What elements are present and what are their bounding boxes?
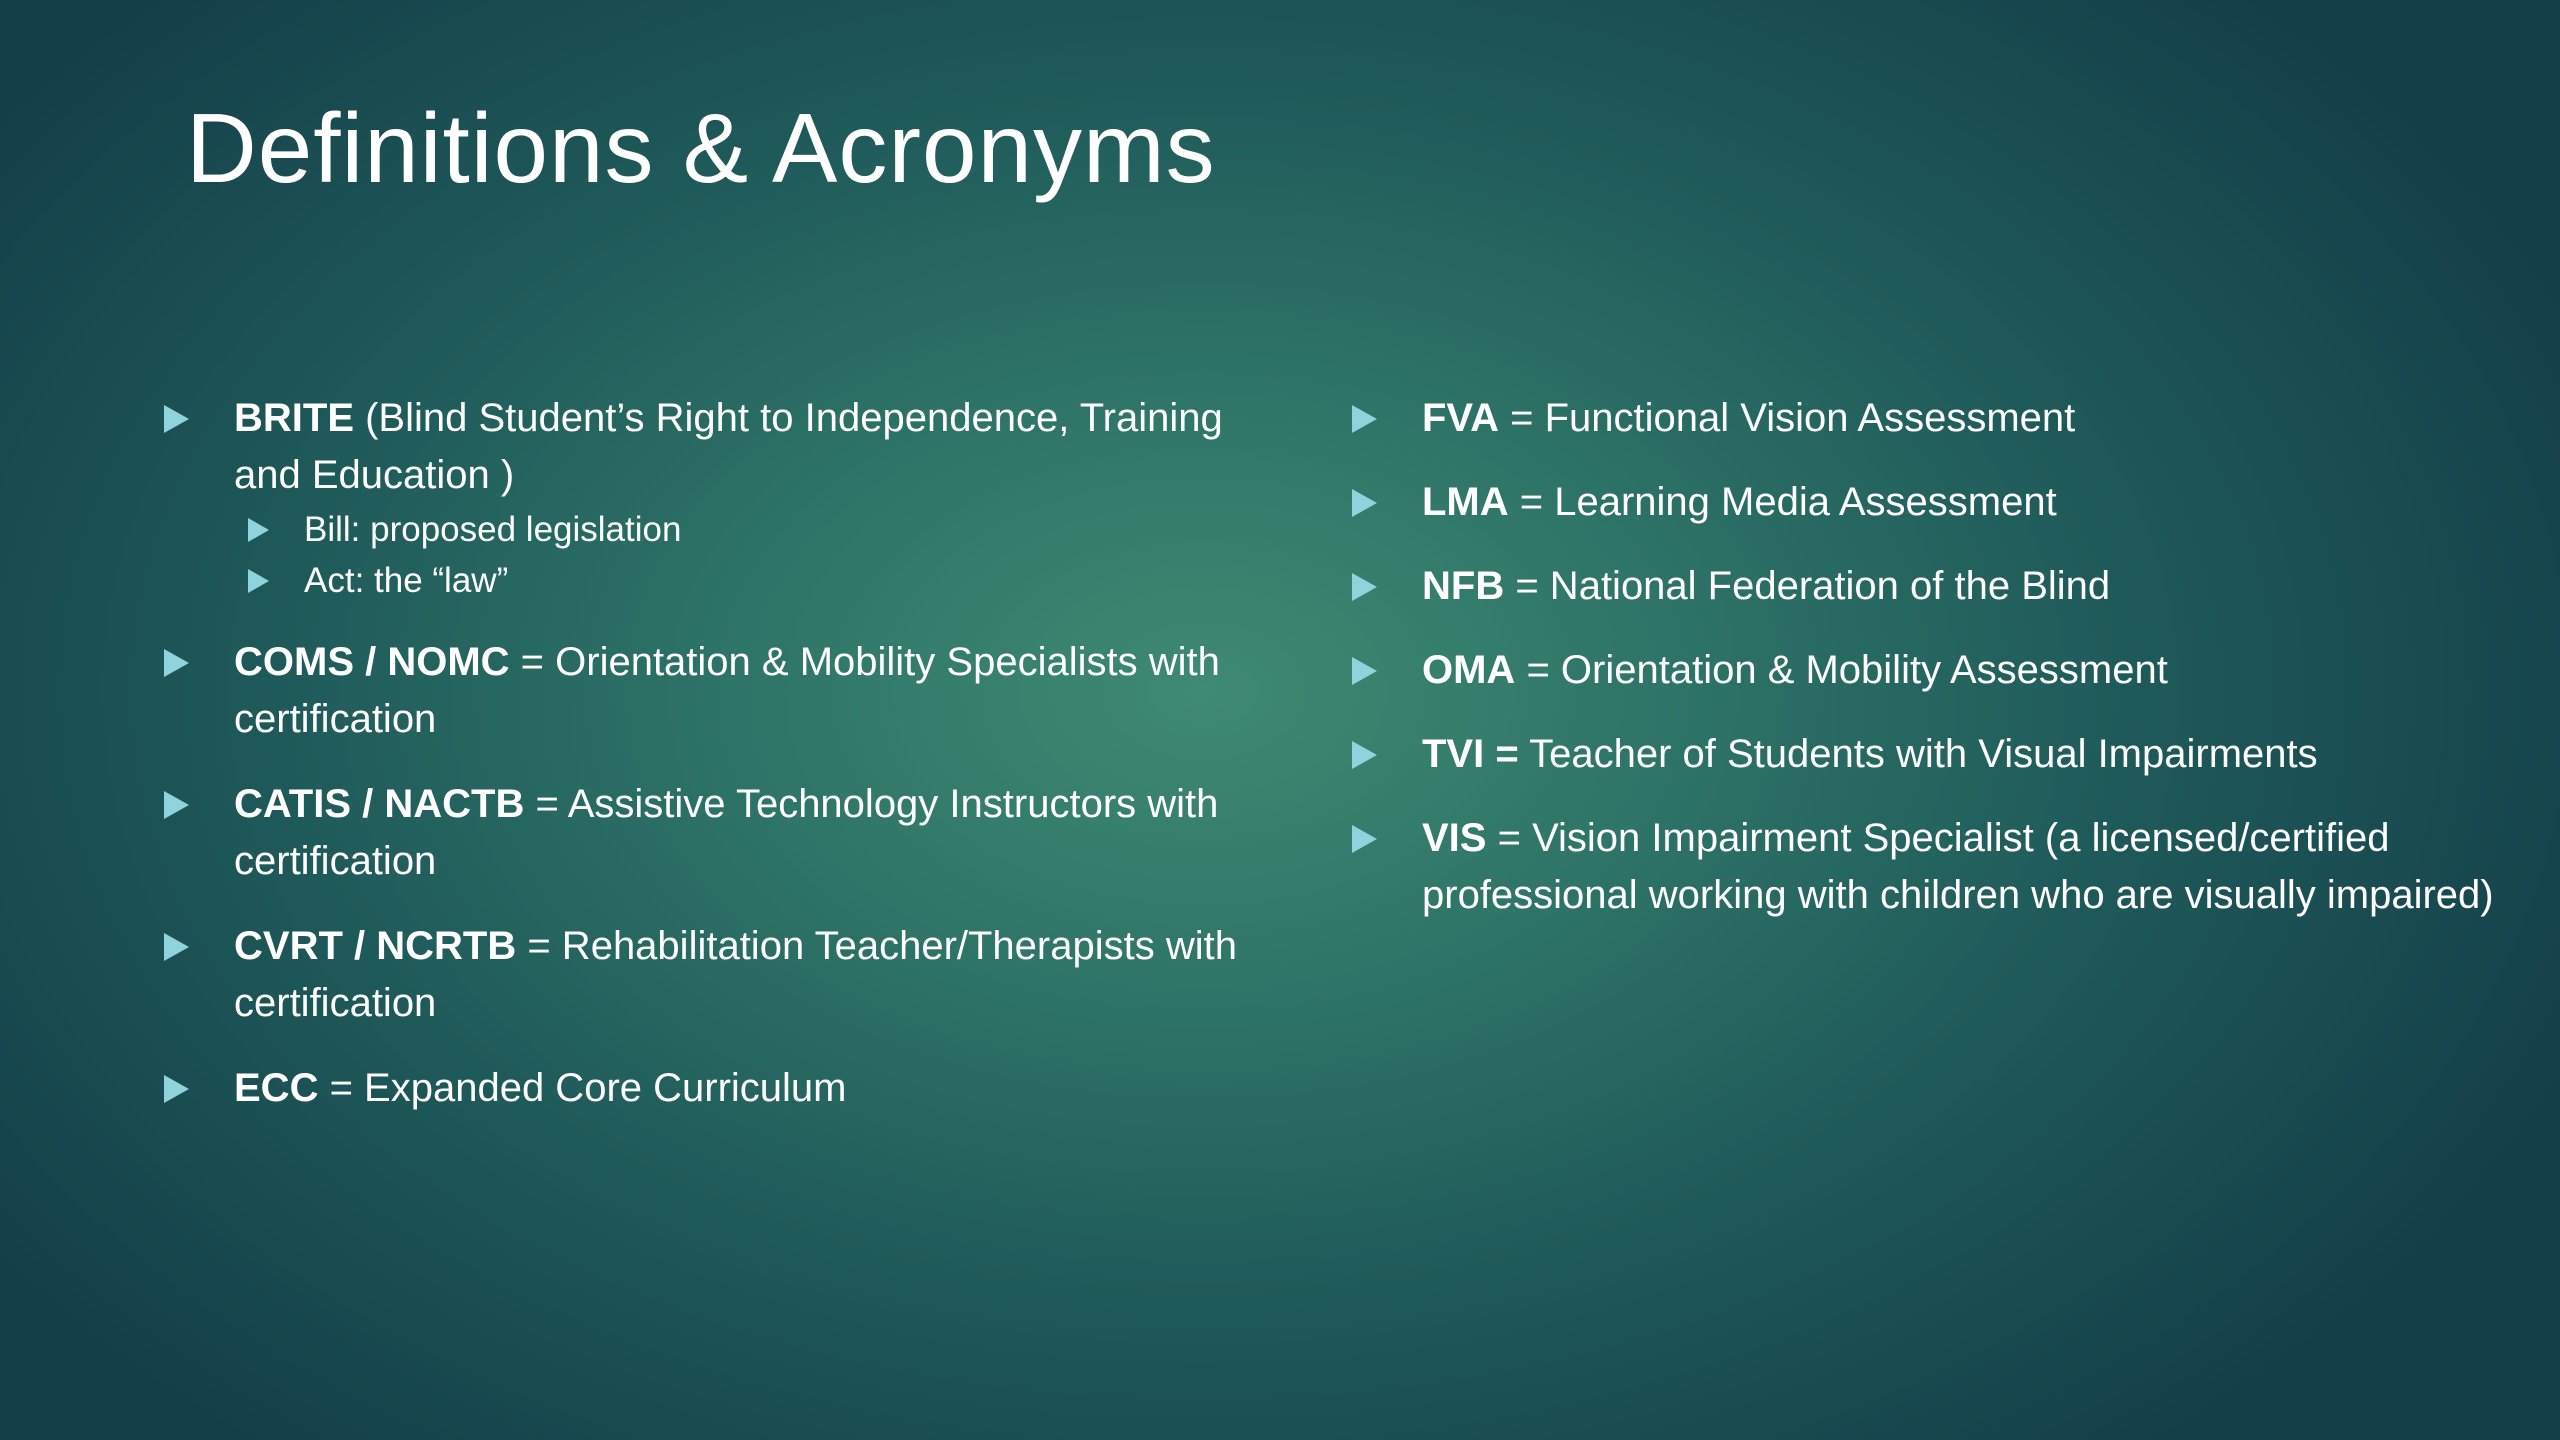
- acronym-term: TVI =: [1422, 732, 1519, 776]
- sub-item-text: Bill: proposed legislation: [304, 510, 682, 549]
- triangle-right-icon: [1352, 741, 1377, 769]
- list-item-cvrt: [164, 918, 1244, 1032]
- list-item-vis: [1352, 810, 2502, 924]
- acronym-definition: Teacher of Students with Visual Impairments: [1518, 732, 2318, 776]
- sub-item-text: Act: the “law”: [304, 561, 509, 600]
- right-definitions-list: [1352, 390, 2502, 951]
- acronym-term: VIS: [1422, 816, 1487, 860]
- sub-list-item: [248, 504, 1244, 555]
- list-item-lma: [1352, 474, 2502, 531]
- list-item-tvi: [1352, 726, 2502, 783]
- acronym-definition: = Vision Impairment Specialist (a licensed/certified professional working with children who are visually impaired): [1422, 816, 2494, 917]
- list-item-ecc: [164, 1060, 1244, 1117]
- left-definitions-list: [164, 390, 1244, 1145]
- acronym-definition: = Rehabilitation Teacher/Therapists with certification: [234, 924, 1237, 1025]
- acronym-definition: = Orientation & Mobility Assessment: [1515, 648, 2168, 692]
- list-item-catis: [164, 776, 1244, 890]
- acronym-term: CVRT / NCRTB: [234, 924, 517, 968]
- triangle-right-icon: [164, 649, 189, 677]
- acronym-definition: = Orientation & Mobility Specialists with certification: [234, 640, 1220, 741]
- acronym-term: CATIS / NACTB: [234, 782, 525, 826]
- list-item-oma: [1352, 642, 2502, 699]
- acronym-term: LMA: [1422, 480, 1509, 524]
- acronym-definition: = Functional Vision Assessment: [1499, 396, 2076, 440]
- acronym-definition: = Expanded Core Curriculum: [318, 1066, 847, 1110]
- triangle-right-icon: [164, 933, 189, 961]
- acronym-definition: = Learning Media Assessment: [1508, 480, 2057, 524]
- triangle-right-icon: [1352, 657, 1377, 685]
- sub-list: [234, 504, 1244, 606]
- acronym-term: FVA: [1422, 396, 1500, 440]
- triangle-right-icon: [248, 518, 269, 542]
- triangle-right-icon: [1352, 825, 1377, 853]
- list-item-coms: [164, 634, 1244, 748]
- triangle-right-icon: [164, 1075, 189, 1103]
- triangle-right-icon: [1352, 405, 1377, 433]
- triangle-right-icon: [164, 405, 189, 433]
- acronym-definition: (Blind Student’s Right to Independence, Training and Education ): [234, 396, 1223, 497]
- triangle-right-icon: [1352, 573, 1377, 601]
- list-item-brite: [164, 390, 1244, 606]
- acronym-term: OMA: [1422, 648, 1516, 692]
- acronym-term: COMS / NOMC: [234, 640, 510, 684]
- acronym-term: BRITE: [234, 396, 354, 440]
- acronym-definition: = Assistive Technology Instructors with certification: [234, 782, 1219, 883]
- triangle-right-icon: [1352, 489, 1377, 517]
- slide-title: Definitions & Acronyms: [186, 93, 1216, 203]
- acronym-definition: = National Federation of the Blind: [1504, 564, 2111, 608]
- sub-list-item: [248, 555, 1244, 606]
- acronym-term: ECC: [234, 1066, 319, 1110]
- triangle-right-icon: [248, 569, 269, 593]
- list-item-nfb: [1352, 558, 2502, 615]
- acronym-term: NFB: [1422, 564, 1505, 608]
- triangle-right-icon: [164, 791, 189, 819]
- list-item-fva: [1352, 390, 2502, 447]
